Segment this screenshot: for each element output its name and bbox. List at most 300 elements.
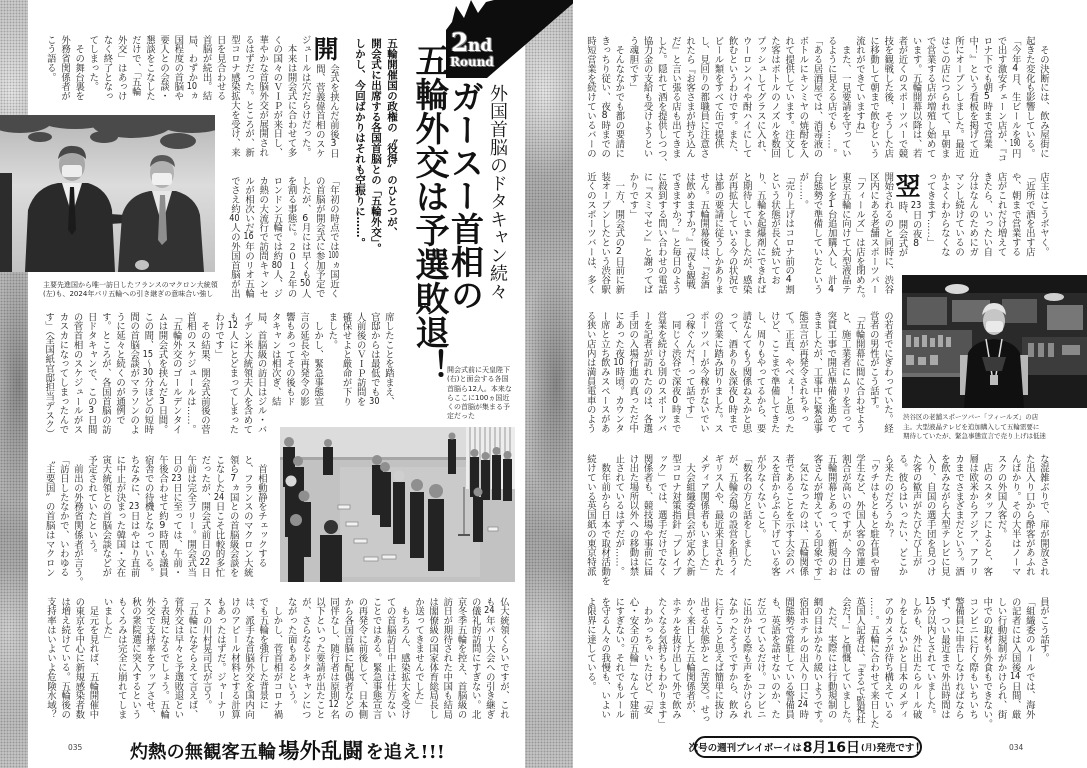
text-column: て。正直、やべぇ！と思った [782, 311, 794, 434]
text-column: 台態勢で準備していたという [811, 172, 823, 295]
text-column: 学生など、外国人客の常連の [853, 454, 865, 577]
text-column: 寅大統領との首脳会談などが [100, 455, 112, 578]
text-column: んばかり。その大半はノーマ [1009, 454, 1021, 577]
body-text-tier [583, 454, 1050, 586]
caption-line: (右)と面会する各国 [447, 375, 509, 384]
text-column: カまでさまざまだという。酒 [953, 454, 965, 577]
body-text-tier [227, 176, 340, 302]
text-column: 手団の入場行進の真っただ中 [627, 311, 639, 434]
next-issue-weekday: (月) [861, 742, 877, 752]
text-column: にすぎない。それでもルール [613, 597, 625, 720]
headline-kicker: 外国首脳のドタキャン続々 [487, 84, 508, 300]
text-column: その結果、開会式前後の菅 [198, 312, 210, 435]
footer-title-part-2: 場外乱闘 [278, 739, 364, 763]
text-column: はこの店につられて、早朝ま [938, 36, 950, 159]
text-column: 出せる状態かと（苦笑）。せっ [698, 597, 710, 724]
text-column: 協力金の支給も受けようとい [641, 36, 653, 159]
text-column: スクの外国人客だ。 [995, 454, 1007, 539]
text-column: 「五輪開幕に間に合わせよう [853, 311, 865, 434]
text-column: の菅首相のスケジュールがス [71, 312, 83, 435]
text-column: よ限界に達している。 [585, 597, 596, 691]
text-column: 秋の衆院選に突入するという [129, 597, 141, 720]
text-column: 外交で支持率をアップさせ、 [144, 597, 156, 720]
text-column: 起きた変化も影響している。 [1023, 36, 1035, 159]
text-column: しかし、菅首相がコロナ禍 [271, 597, 283, 720]
text-column: れたら『お客さまが持ち込ん [684, 36, 696, 159]
text-column: 流れができていますね」 [853, 36, 865, 140]
text-column: ……。五輪に合わせて来日した [868, 597, 880, 729]
next-issue-prefix: 次号の週刊プレイボーイは [688, 743, 802, 754]
text-column: に中止が決まった韓国・文在 [114, 455, 126, 578]
caption-line: 首脳ら12人。本来な [447, 384, 512, 393]
text-column: と、施工業者にムリを言って [839, 311, 851, 434]
text-column: 首相のスケジュールは……。 [184, 312, 196, 435]
text-column: かよくわからなくな [938, 172, 950, 257]
text-column: 「訪日したなかで、いわゆる [57, 455, 69, 578]
text-column: を割る事態に。２０１２年の [285, 176, 297, 299]
text-column: 一方、開会式の2日前に新 [613, 172, 625, 295]
text-column: 飲むというわけです。また、 [726, 36, 738, 159]
text-column: 近くのスポーツバーは、多く [585, 172, 596, 295]
right-page [573, 0, 1087, 768]
text-column: ジュールは穴だらけだった。 [299, 35, 311, 158]
text-column: できますか？』と毎日のよう [669, 172, 681, 295]
text-column: 型コロナ感染拡大を受け、来 [228, 35, 240, 158]
drop-cap: 翌 [895, 172, 921, 201]
text-column: 支持率はいよいよ危険水域？ [45, 597, 56, 720]
text-column: 日を見合わせる [214, 35, 226, 101]
text-column: ボトルにキンミヤの焼酎を入 [797, 36, 809, 159]
text-column: しい行動規制がかけられ、街 [995, 597, 1007, 720]
text-column: だ立っているだけ。コンビニ [754, 597, 766, 720]
round-badge [440, 0, 580, 80]
text-column: ーを記者が訪れたのは、各選 [641, 311, 653, 434]
text-column: や、朝まで営業する [1009, 172, 1021, 257]
text-column: 席したことを踏まえ、 [383, 312, 394, 406]
text-column: 客さんが増えている印象です」 [811, 454, 823, 586]
text-column: 心・安全の五輪」なんて建前 [627, 597, 639, 720]
text-column: し、周りもやってるから、要 [754, 311, 766, 434]
text-column: を守る人々の我慢も、いよい [599, 597, 611, 720]
photo-caption [903, 413, 1046, 442]
caption-line: 期待していたが、緊急事態宣言で売り上げは低迷 [903, 432, 1046, 440]
photo-image [280, 427, 515, 582]
text-column: 入り、自国の選手団を見つけ [924, 454, 936, 577]
text-column: でさえ約40人の外国首脳が出 [228, 176, 240, 299]
text-column: ながった面もあるという。 [285, 597, 297, 710]
text-column: 者が近くのスポーツバーで競 [896, 36, 908, 159]
text-column: 警備員に申告しなければなら [953, 597, 965, 720]
text-column: コンビニに行く際もいちいち [967, 597, 979, 720]
text-column: 官邸からは最低でも30 [368, 312, 380, 406]
text-column: もあったはずだ。ジャーナリ [214, 597, 226, 720]
text-column: 日ドタキャンで、この3日間 [85, 312, 97, 435]
text-column: うに延々と続くのが通例で [114, 312, 126, 425]
text-column: 仏大統領くらいですが、これ [498, 597, 509, 720]
text-column: が……。 [797, 172, 809, 210]
text-column: に移動して朝まで飲むという [868, 36, 880, 159]
body-text-tier [583, 36, 1050, 168]
text-column: ロンドン五輪では約80人、ジ [271, 176, 283, 299]
text-column: ロナ下でも朝5時まで営業 [981, 36, 993, 149]
page-number: 035 [68, 743, 83, 752]
text-column: 突貫工事で開店準備を進めて [825, 311, 837, 434]
text-column: 宿泊ホテルの出入り口に24時 [797, 597, 809, 720]
text-column: りをしないかと日本のメディ [896, 597, 908, 720]
caption-line: くの首脳が集まる予 [447, 403, 510, 412]
text-column: 懇談をこなした [143, 35, 155, 101]
photo-image [902, 275, 1087, 408]
text-column: 予定されていたという。 [86, 455, 98, 559]
text-column: 割合が高いのですが、今日は [839, 454, 851, 577]
text-column: 訪日が期待された中国も結局 [441, 597, 453, 720]
lead-line: しかし、今回ばかりはそれも空振りに……。 [354, 38, 366, 248]
text-column: ギリス人や、最近来日された [712, 454, 724, 577]
text-column: 本来は開会式に合わせて多 [285, 35, 297, 158]
text-column: り、五輪を起爆剤にできれば [754, 172, 766, 295]
body-text-tier [41, 312, 395, 438]
text-column: ってきます……」 [924, 172, 936, 248]
text-column: た出入り口から酔客があふれ [1023, 454, 1035, 577]
text-column: ことではある。緊急事態宣言 [370, 597, 382, 720]
lead-line: 開会式に出席する各国首脳との「五輪外交」。 [370, 38, 382, 254]
photo-opening-ceremony-meeting [280, 427, 515, 582]
text-column: 国程度の首脳や [172, 35, 184, 101]
text-column: その決断には、飲み屋街に [1038, 36, 1049, 159]
text-column: たくなる気持ちもわかります」 [655, 597, 667, 729]
text-column: プッシュしてグラスに入れ、 [754, 36, 766, 159]
page-number: 034 [1009, 743, 1024, 752]
exclamation-mark: ！ [914, 741, 928, 757]
body-text-tier [43, 597, 510, 723]
text-column: う表現になるでしょう。五輪 [158, 597, 170, 720]
text-column: だったが、開会式前日の22日 [199, 455, 211, 578]
text-column: 営者の男性がこう話す。 [867, 311, 879, 415]
photo-caption [43, 281, 218, 300]
text-column: わかっちゃいたけど、「安 [641, 597, 653, 715]
photo-sports-bar-owner [902, 275, 1087, 408]
text-column: カ熱の大流行で訪問キャンセ [257, 176, 269, 299]
text-column: も12人にとどまってしまった [227, 312, 239, 435]
text-column: 同じく渋谷で深夜0時まで [669, 311, 681, 434]
text-column: 「今年4月、生ビールを190円 [1009, 36, 1021, 159]
text-column: 局、首脳級の訪日はジル・バ [255, 312, 267, 435]
body-text-tier [583, 311, 894, 437]
text-column: わけです」 [213, 312, 225, 359]
text-column: も24年パリ大会への引き継ぎ [483, 597, 495, 720]
text-column: せん。五輪開幕後は、『お酒 [698, 172, 710, 290]
text-column: の東京を中心に新規感染者数 [73, 597, 85, 720]
text-column: 「ある居酒屋では、消毒液の [811, 36, 823, 159]
text-column: イデン米大統領夫人を含めて [241, 312, 253, 435]
text-column: 首相動静をチェックする [256, 455, 267, 568]
text-column: 領ら7ヵ国との首脳級会談を [227, 455, 239, 578]
text-column: 営業を続ける別のスポーツバ [655, 311, 667, 434]
text-column: 区内にある老舗スポーツバー [868, 172, 880, 295]
next-issue-date: 8月16日 [802, 740, 861, 756]
text-column: け出た場所以外への移動は禁 [627, 454, 639, 577]
text-column: ムは開会式を挟んだ3日間。 [156, 312, 168, 435]
text-column: れて提供しています。注文し [783, 36, 795, 159]
text-column: ました。 [326, 312, 338, 350]
text-column: タキャンは相次ぎ、結 [269, 312, 281, 406]
text-column: 店のスタッフによると、客 [981, 454, 993, 577]
text-column: カスカになってしまったんで [57, 312, 69, 435]
photo-image [0, 115, 215, 272]
text-column: この間、15〜30分ほどの短時 [142, 312, 154, 435]
text-column: ルが相次いだ16年のリオ五輪 [243, 176, 255, 299]
text-column: 店がこれだけ増えて [995, 172, 1007, 257]
text-column: メディア関係者もいました」 [698, 454, 710, 577]
text-column: 宿舎での待機となっている。 [142, 455, 154, 578]
text-column: に行こうと思えば簡単に抜け [712, 597, 724, 720]
text-column: 15分以内とされていました。 [924, 597, 936, 720]
text-column: きっちり従い、夜8時までの [599, 36, 611, 159]
text-column: 技を観戦した後、そうした店 [882, 36, 894, 159]
text-column: と期待していましたが、感染 [740, 172, 752, 295]
text-column: に出かける際も声をかけられ [740, 597, 752, 720]
text-column: の首脳が開会式に参加予定で [313, 176, 325, 299]
text-column: 京冬季五輪を控え、首脳級の [455, 597, 467, 720]
text-column: 「数名の方と話をしました [740, 454, 752, 567]
text-column: ポーツバーが今稼がないでい [697, 311, 709, 434]
text-column: は都の要請に従うしかありま [712, 172, 724, 295]
text-column: 以下といった要請が出たこと [313, 597, 325, 720]
text-column: 中！』という看板を掲げて近 [967, 36, 979, 159]
text-column: の記者には入国後14日間、厳 [1009, 597, 1021, 720]
text-column: の儀礼的訪問にすぎない。北 [469, 597, 481, 720]
text-column: を飲みながら大型テレビに見 [938, 454, 950, 577]
text-column: う魂胆です」 [627, 36, 639, 93]
text-column: そんななかでも都の要請に [613, 36, 625, 159]
photo-caption [447, 366, 512, 422]
body-text-tier [42, 455, 268, 587]
footer-title-part-3: を追え!!! [365, 742, 446, 763]
text-column: る狭い店内は満員電車のよう [584, 311, 596, 434]
text-column: ー席と立ち飲みスペースがあ [598, 311, 610, 434]
text-column: くの国々のＶＩＰが来日し、 [271, 35, 283, 158]
text-column: しかし、緊急事態宣 [312, 312, 324, 406]
text-column: に殺到する問い合わせの電話 [655, 172, 667, 295]
text-column: た客はボトルのノズルを数回 [769, 36, 781, 159]
text-column: きましたが、工事中に緊急事 [811, 311, 823, 434]
text-column: なかったそうですから、飲み [726, 597, 738, 720]
text-column: ただ、実際には行動規制の [825, 597, 837, 720]
round-badge-suffix: nd [468, 36, 493, 56]
text-column: アのカメラが待ち構えている [882, 597, 894, 720]
text-column: 前出の外務省関係者が言う。 [71, 455, 83, 587]
text-column: 中での取材も外食もできない。 [981, 597, 993, 729]
text-column: 外交」はあっけ [115, 35, 127, 101]
text-column: 「近所で酒を出す店 [1023, 172, 1035, 257]
text-column: 大会組織委員会が定めた新 [684, 454, 696, 577]
text-column: と、フランスのマクロン大統 [241, 455, 253, 578]
text-column: こう語る。 [44, 35, 56, 82]
text-column: てしまった。 [87, 35, 99, 92]
text-column: 「年初の時点では100ヵ国近く [328, 176, 339, 299]
text-column: こなした24日こそ比較的多忙 [213, 455, 225, 578]
text-column: 英国人記者は、『まるで監視社 [853, 597, 865, 724]
text-column: した。隠れて酒を提供しつつ、 [655, 36, 667, 168]
text-column: つ稼ぐんだ！って話です」 [683, 311, 695, 424]
text-column: 網の目はかなり緩いようです。 [811, 597, 823, 729]
text-column: が少なくないこと。 [754, 454, 766, 539]
text-column: 首脳が続出。結 [200, 35, 212, 101]
lead-line: 五輪開催国の政権の〝役得〟のひとつが、 [386, 38, 398, 238]
lead-text [350, 38, 400, 268]
text-column: しかも、外に出たらルール破 [910, 597, 922, 720]
text-column: マンし続けているの [953, 172, 965, 257]
text-column: 態宣言が再発令されちゃっ [797, 311, 809, 424]
text-column: 「フィールズ」は店を閉めた。 [853, 172, 865, 304]
text-column: にあった夜10時頃。カウンタ [613, 311, 625, 434]
left-page [0, 0, 525, 768]
caption-line: 定だった [447, 412, 475, 421]
text-column: 〝主要国〟の首脳はマクロン [43, 455, 55, 578]
text-column: だけで、「五輪 [129, 35, 141, 97]
text-column: 外務省関係者が [59, 35, 71, 101]
text-column: スを首からぶら下げている客 [769, 454, 781, 577]
caption-line: 主。大型液晶テレビを追加購入して五輪需要に [903, 422, 1040, 431]
text-column: 言の延長や再発令の影 [298, 312, 310, 406]
text-column: きたら、いったい自 [981, 172, 993, 257]
text-column: 開始されるのと同時に、渋谷 [882, 172, 894, 295]
text-column: 「組織委のルールでは、海外 [1023, 597, 1035, 720]
text-column: ウーロンハイや酎ハイにして [740, 36, 752, 159]
text-column: 「五輪外交のゴールデンタイ [170, 312, 182, 435]
text-column: 確保せよと厳命が下り [340, 312, 352, 406]
text-column: 間、菅義偉首相のスケ [313, 64, 325, 158]
body-text-tier [583, 597, 1050, 729]
caption-line: (左)も、2024年パリ五輪への引き継ぎの意味合い強し [43, 290, 214, 299]
text-column: という状態が長く続いてお [769, 172, 781, 285]
text-column: もちろん、感染拡大を受け [398, 597, 410, 720]
text-column: 会だ！』と憤慨していました。 [839, 597, 851, 729]
section-footer-title [130, 735, 446, 763]
text-column: 午後合わせて約9時間も議員 [156, 455, 168, 578]
text-column: ビール類をすべて缶で提供 [712, 36, 724, 149]
text-column: います。五輪開幕以降は、若 [910, 36, 922, 159]
text-column: 午前は完全フリー。開会式当 [185, 455, 197, 578]
photo-macron-suga [0, 115, 215, 272]
text-column: るように見える店でも……。 [825, 36, 837, 159]
text-column: に『スミマセン』と謝ってば [641, 172, 653, 295]
text-column: 数年前から日本で取材活動を [599, 454, 611, 586]
text-column: な混雑ぶりで、扉が開放され [1038, 454, 1049, 577]
text-column: 続けている英国紙の東京特派 [585, 454, 596, 577]
text-column: 五輪開幕とあって、新規のお [825, 454, 837, 577]
text-column: 者であることを示す大会のパ [783, 454, 795, 577]
text-column: って、酒あり＆深夜0時まで [726, 311, 738, 434]
text-column: 層は欧米からアジア、アフリ [967, 454, 979, 577]
background-texture-gutter [525, 0, 573, 768]
text-column: 時短営業を続けているバーの [585, 36, 596, 159]
text-column: いました」 [101, 597, 113, 644]
text-column: ちなみに、23日はやはり直前 [128, 455, 140, 578]
text-column: ての首脳訪日中止は仕方ない [384, 597, 396, 720]
text-column: で営業する店が増殖し始めて [924, 36, 936, 159]
text-column: ストの川村晃司氏が言う。 [200, 597, 212, 710]
text-column: 止されているはずだが……。 [613, 454, 625, 577]
text-column: 局、わずか10ヵ [186, 35, 198, 101]
text-column: も、英語を話せないのか、た [769, 597, 781, 720]
text-column: 菅外交は早々と予選敗退とい [172, 597, 184, 720]
text-column: 会式を挟んだ前後3日 [328, 64, 339, 158]
text-column: 分はなんのためにガ [967, 172, 979, 257]
text-column: 間の首脳会談がマラソンのよ [128, 312, 140, 435]
text-column: ら来たのだろうか？ [882, 454, 894, 539]
text-column: 請なんてもう関係ねえかと思 [740, 311, 752, 434]
caption-line: 開会式前に天皇陛下 [447, 366, 510, 374]
text-column: 型コロナ対策指針「プレイブ [669, 454, 681, 577]
text-column: は飲めますか？』『夜も観戦 [684, 172, 696, 290]
text-column: す。ところが、各国首脳の訪 [99, 312, 111, 435]
round-badge-number: 2 [451, 28, 469, 57]
text-column: 「売り上げはコロナ前の4割 [783, 172, 795, 295]
drop-cap: 開 [313, 35, 339, 64]
text-column: る。彼らはいったい、どこか [896, 454, 908, 577]
text-column: 間態勢で常駐している警備員 [783, 597, 795, 720]
text-column: の若者でにぎわっていた。経 [882, 311, 893, 434]
text-column: の営業に踏み切りました。ス [712, 311, 724, 434]
caption-line: らここに100ヵ国近 [447, 393, 510, 402]
text-column: 気になったのは、五輪関係 [797, 454, 809, 577]
text-column: ず、つい最近まで外出時間は [938, 597, 950, 720]
text-column: 店主はこうボヤく。 [1038, 172, 1049, 257]
text-column: るはずだった。ところが、新 [243, 35, 255, 158]
text-column: た客の歓声がたびたび上が [910, 454, 922, 567]
round-badge-label: Round [450, 55, 494, 69]
text-column: 時、開会式が [896, 201, 908, 258]
text-column: ホテルを抜け出して外で飲み [669, 597, 681, 720]
text-column: 同伴なし、随行者は原則12名 [328, 597, 340, 720]
text-column: 員がこう話す。 [1038, 597, 1049, 663]
text-column: から各国首脳に配偶者などの [342, 597, 354, 720]
text-column: す」（全国紙官邸担当デスク） [43, 312, 55, 439]
text-column: かく来日した五輪関係者が、 [684, 597, 696, 720]
text-column: し、見回りの都職員に注意さ [698, 36, 710, 159]
text-column: は増え続けている。五輪後の [59, 597, 71, 720]
text-column: 関係者も、競技場や事前に届 [641, 454, 653, 577]
text-column: の再発令に前後して、日本側 [356, 597, 368, 720]
text-column: レビを1台追加購入し、計4 [825, 172, 837, 295]
caption-line: 主要先進国から唯一訪日したフランスのマクロン大統領 [43, 281, 218, 289]
text-column: が、さらなるドタキャンにつ [299, 597, 311, 720]
next-issue-suffix: 発売です [876, 743, 915, 754]
text-column: 装オープンしたという渋谷駅 [599, 172, 611, 295]
text-column: 足元を見れば、五輪開催中 [87, 597, 99, 720]
text-column: なく終了となっ [101, 35, 113, 101]
headline-line-1: ガースー首相の [446, 80, 485, 311]
text-column: 東京五輪に向けて大型液晶テ [839, 172, 851, 295]
caption-line: 渋谷区の老舗スポーツバー「フィールズ」の店 [903, 413, 1039, 421]
text-column: ック」では、選手だけでなく [655, 454, 667, 577]
text-column: もくろみは完全に崩れてしま [115, 597, 127, 720]
headline-line-2: 五輪外交は予選敗退！ [409, 43, 449, 383]
footer-title-part-1: 灼熱の無観客五輪 [130, 742, 277, 763]
text-column: また、一見要請を守ってい [839, 36, 851, 159]
next-issue-notice [688, 736, 928, 758]
text-column: その舞台裏を [73, 35, 85, 101]
text-column: けのアピール材料とする計算 [229, 597, 241, 720]
text-column: 要人との会談・ [158, 35, 170, 101]
text-column: だ』と言い張る店も出てきま [669, 36, 681, 159]
text-column: 日の23日に至っては、午前・ [171, 455, 183, 578]
text-column: が、五輪会場の設営を担うイ [726, 454, 738, 577]
text-column: けど、ここまで準備してきた [768, 311, 780, 434]
text-column: か送ってきませんでした」 [413, 597, 425, 710]
text-column: 華やかな首脳外交が展開され [257, 35, 269, 158]
